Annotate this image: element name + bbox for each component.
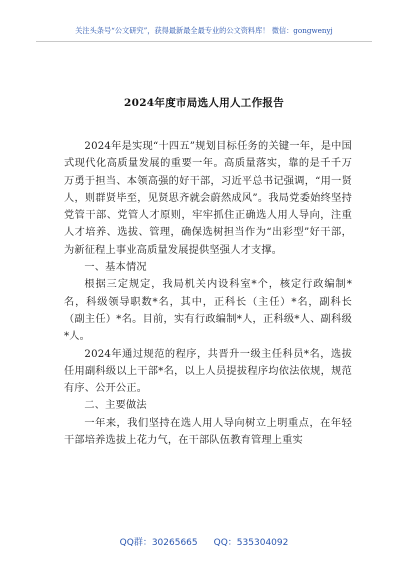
footer-contact	[20, 535, 388, 548]
body-paragraph: 2024年通过规范的程序，共晋升一级主任科员*名，选拔任用副科级以上干部*名，以上人员提拔程序均依法依规，规范有序、公开公正。	[64, 348, 352, 395]
document-body	[64, 138, 352, 449]
body-paragraph: 一年来，我们坚持在选人用人导向树立上明重点，在年轻干部培养选拔上花力气，在干部队伍教育管理上重实	[64, 417, 352, 447]
footer-qq-group: QQ群：30265665	[119, 538, 198, 548]
section-heading-basic: 一、基本情况	[84, 262, 147, 274]
document-title: 2024年度市局选人用人工作报告	[123, 97, 285, 109]
header-divider	[36, 41, 372, 42]
footer-qq-number: QQ：535304092	[213, 538, 289, 548]
header-promo-text: 关注头条号“公文研究”，获得最新最全最专业的公文资料库！ 微信：gongwenyj	[75, 26, 333, 35]
section-heading-practices: 二、主要做法	[84, 400, 147, 412]
body-paragraph: 根据三定规定，我局机关内设科室*个，核定行政编制*名，科级领导职数*名，其中，正科长（主任）*名，副科长（副主任）*名。目前，实有行政编制*人，正科级*人、副科级*人。	[64, 279, 352, 343]
body-paragraph: 2024年是实现“十四五”规划目标任务的关键一年，是中国式现代化高质量发展的重要一年。高质量落实，靠的是千千万万勇于担当、本领高强的好干部，习近平总书记强调，“用一贤人，则群贤毕至，见贤思齐就会蔚然成风”。我局党委始终坚持党管干部、党管人才原则，牢牢抓住正确选人用人导向，注重人才培养、选拔、管理，确保选树担当作为“出彩型”好干部，为新征程上事业高质量发展提供坚强人才支撑。	[64, 141, 352, 256]
